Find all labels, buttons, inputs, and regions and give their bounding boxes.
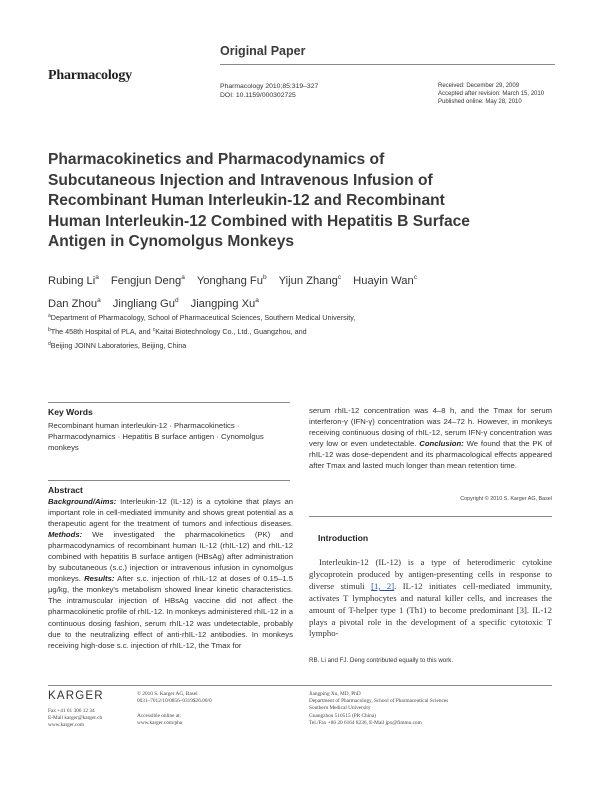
publisher-email[interactable]: E-Mail karger@karger.ch bbox=[48, 715, 103, 722]
author: Rubing Li$^a$ bbox=[48, 274, 99, 287]
keywords-divider bbox=[48, 402, 290, 403]
abstract-continued bbox=[309, 405, 552, 471]
date-published: Published online: May 28, 2010 bbox=[438, 99, 522, 105]
date-received: Received: December 29, 2009 bbox=[438, 83, 520, 89]
date-accepted: Accepted after revision: March 15, 2010 bbox=[438, 91, 545, 97]
abstract-heading: Abstract bbox=[48, 485, 83, 495]
publisher-logo: KARGER bbox=[48, 690, 104, 702]
conclusion-label: Conclusion: bbox=[419, 439, 464, 449]
citation-doi[interactable]: DOI: 10.1159/000302725 bbox=[220, 92, 296, 99]
author: Yonghang Fu$^b$ bbox=[196, 274, 267, 287]
keywords-text: Recombinant human interleukin-12 · Pharmacokinetics · Pharmacodynamics · Hepatitis B surface antigen · Cynomolgus monkeys bbox=[48, 421, 264, 453]
background-text: Interleukin-12 (IL-12) is a cytokine that plays an important role in cell-mediated immunity and shows great potential as a therapeutic agent for the treatment of tumors and infectious diseases. bbox=[48, 497, 293, 529]
journal-website[interactable]: www.karger.com/pha bbox=[137, 719, 183, 726]
header-divider bbox=[220, 64, 555, 65]
footer-divider bbox=[48, 685, 552, 686]
article-dates bbox=[438, 82, 544, 106]
introduction-divider bbox=[309, 516, 552, 517]
article-title: Pharmacokinetics and Pharmacodynamics of Subcutaneous Injection and Intravenous Infusion of Recombinant Human Interleukin-12 and Recombinant Human Interleukin-12 Combined with Hepatitis B Surface Antigen in Cynomolgus Monkeys bbox=[48, 151, 470, 251]
author: Yijun Zhang$^c$ bbox=[278, 274, 342, 287]
author: Dan Zhou$^a$ bbox=[48, 297, 101, 310]
correspondence-address: Jiangping Xu, MD, PhD Department of Pharmacology, School of Pharmaceutical Sciences Southern Medical University Guangzhou 510515 (PR China) Tel./Fax +86 20 6164 8236, E-Mail jpx@fimmu.com bbox=[309, 691, 449, 726]
conclusion-text: We found that the PK of rhIL-12 was dose-dependent and its pharmacological effects appeared after Tmax and lasted much longer than mean retention time. bbox=[309, 439, 552, 471]
author: Jiangping Xu$^a$ bbox=[190, 297, 259, 310]
keywords-heading: Key Words bbox=[48, 407, 93, 417]
introduction-body: Interleukin-12 (IL-12) is a type of heterodimeric cytokine glycoprotein produced by antigen-presenting cells in response to diverse stimuli [1, 2]. IL-12 initiates cell-mediated immunity, activates T lymphocytes and natural killer cells, and increases the amount of T-helper type 1 (Th1) to become predominant [3]. IL-12 plays a pivotal role in the development of a specific cytotoxic T lympho- bbox=[309, 557, 552, 639]
affiliations bbox=[48, 310, 548, 352]
journal-logo: Pharmacology bbox=[48, 68, 132, 83]
abstract-body bbox=[48, 496, 293, 651]
abstract-divider bbox=[48, 480, 290, 481]
affiliation: $^b$The 458th Hospital of PLA, and $^c$Kaitai Biotechnology Co., Ltd., Guangzhou, and bbox=[48, 327, 307, 336]
author: Fengjun Deng$^a$ bbox=[110, 274, 185, 287]
author: Jingliang Gu$^d$ bbox=[112, 297, 179, 310]
citation bbox=[220, 82, 318, 100]
affiliation: $^d$Beijing JOINN Laboratories, Beijing, China bbox=[48, 341, 187, 350]
results-label: Results: bbox=[84, 574, 115, 584]
methods-label: Methods: bbox=[48, 530, 83, 540]
author: Huayin Wan$^c$ bbox=[353, 274, 417, 287]
results-text: After s.c. injection of rhIL-12 at doses of 0.15–1.5 μg/kg, the monkey's metabolism showed linear kinetic characteristics. The intramuscular injection of HBsAg vaccine did not affect the pharmacokinetic profile of rhIL-12. In monkeys administered rhIL-12 in a continuous dosing fashion, serum rhIL-12 was undetectable, probably due to the neutralizing effect of anti-rhIL-12 antibodies. In monkeys receiving high-dose s.c. injection of rhIL-12, the Tmax for bbox=[48, 574, 294, 650]
correspondence-contact[interactable]: Tel./Fax +86 20 6164 8236, E-Mail jpx@fimmu.com bbox=[309, 719, 422, 726]
background-label: Background/Aims: bbox=[48, 497, 117, 506]
author-list bbox=[48, 268, 548, 314]
publication-info: © 2010 S. Karger AG, Basel 0031–7012/10/0856–0319$26.00/0 Accessible online at: www.karger.com/pha bbox=[137, 691, 212, 726]
copyright-line: Copyright © 2010 S. Karger AG, Basel bbox=[460, 496, 552, 502]
introduction-heading: Introduction bbox=[318, 533, 369, 543]
methods-text: We investigated the pharmacokinetics (PK) and pharmacodynamics of recombinant human IL-12 (rhIL-12) and rhIL-12 combined with hepatitis B surface antigen (HBsAg) after administration by subcutaneous (s.c.) injection or intravenous infusion in cynomolgus monkeys. bbox=[48, 530, 293, 584]
affiliation: $^a$Department of Pharmacology, School of Pharmaceutical Sciences, Southern Medical University, bbox=[48, 313, 356, 322]
contribution-note: RB. Li and FJ. Deng contributed equally to this work. bbox=[309, 657, 454, 664]
results-continued: serum rhIL-12 concentration was 4–8 h, and the Tmax for serum interferon-γ (IFN-γ) concentration was 24–72 h. However, in monkeys receiving continuous dosing of rhIL-12, serum IFN-γ concentration was very low or even undetectable. bbox=[309, 406, 552, 449]
section-label: Original Paper bbox=[220, 44, 306, 58]
citation-volume: Pharmacology 2010;85:319–327 bbox=[220, 83, 319, 90]
reference-link[interactable]: [1, 2] bbox=[371, 580, 395, 591]
publisher-contacts: Fax +41 61 306 12 34 E-Mail karger@karger.ch www.karger.com bbox=[48, 708, 103, 729]
publisher-website[interactable]: www.karger.com bbox=[48, 722, 85, 729]
